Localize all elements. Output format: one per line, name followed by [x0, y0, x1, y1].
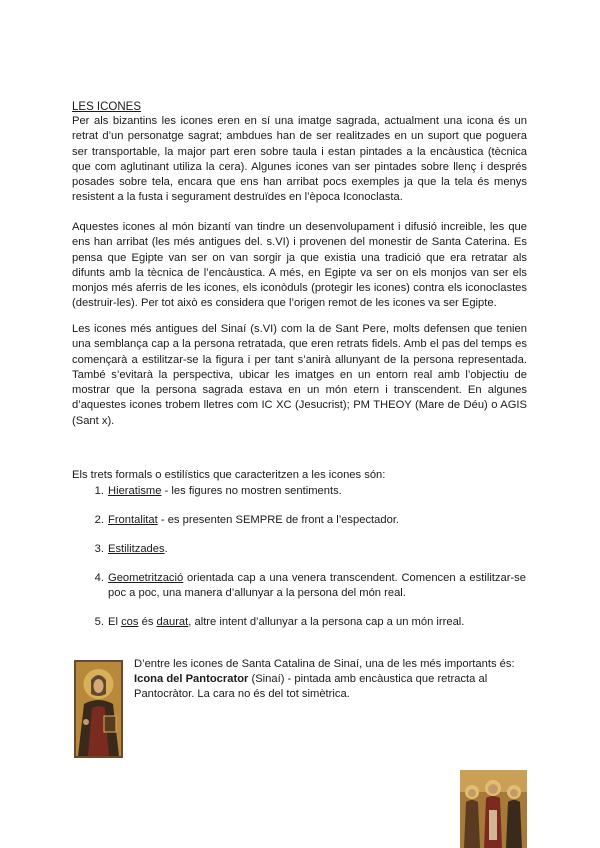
feature-prefix: El: [108, 616, 122, 628]
feature-term: Estilitzades: [108, 543, 165, 555]
feature-term: Frontalitat: [108, 514, 158, 526]
feature-description: - les figures no mostren sentiments.: [161, 485, 342, 497]
list-number: 5.: [94, 616, 104, 628]
list-number: 3.: [94, 543, 104, 555]
feature-description: - es presenten SEMPRE de front a l’espectador.: [157, 514, 400, 526]
list-number: 1.: [94, 485, 104, 497]
feature-term: Hieratisme: [108, 485, 162, 497]
icon-name: Icona del Pantocrator: [134, 673, 249, 685]
feature-description: , altre intent d’allunyar a la persona cap a un món irreal.: [188, 616, 465, 628]
page-title: LES ICONES: [72, 101, 142, 113]
note-intro: D’entre les icones de Santa Catalina de Sinaí, una de les més importants és:: [134, 658, 515, 670]
paragraph-1: Per als bizantins les icones eren en sí una imatge sagrada, actualment una icona és un retrat d’un personatge sagrat; ambdues han de ser realitzades en un suport que poguera ser transportable, la major part eren sobre taula i estan pintades a la encàustica (tècnica que com aglutinant utiliza la cera). Algunes icones van ser pintades sobre llenç i després posades sobre tela, encara que ens han arribat pocs exemples ja que la tela és menys resistent a la fusta i segurament destruïdes en l’època Iconoclasta.: [72, 115, 527, 204]
paragraph-3: Les icones més antigues del Sinaí (s.VI) com la de Sant Pere, molts defensen que tenien una semblança cap a la persona retratada, que eren retrats fidels. Amb el pas del temps es començarà a estilitzar-se la figura i per tant s’anirà allunyant de la persona representada. També s’evitarà la perspectiva, ubicar les imatges en un entorn real amb l’objectiu de mostrar que la persona sagrada estava en un món etern i transcendent. En algunes d’aquestes icones trobem lletres com IC XC (Jesucrist); PM THEOY (Mare de Déu) o AGIS (Sant x).: [72, 323, 527, 427]
feature-description: .: [164, 543, 168, 555]
icon-description: (Sinaí) - pintada amb encàustica que retracta al Pantocràtor. La cara no és del tot simètrica.: [134, 673, 488, 700]
feature-connector: és: [138, 616, 157, 628]
feature-term-2: daurat: [156, 616, 189, 628]
pantocrator-icon-image: [74, 660, 123, 758]
paragraph-2: Aquestes icones al món bizantí van tindre un desenvolupament i difusió increible, les que ens han arribat (les més antigues del. s.VI) i provenen del monestir de Santa Caterina. Es pensa que Egipte van ser on van sorgir ja que existia una tradició que era retratar als difunts amb la tècnica de l’encàustica. A més, en Egipte va ser on els monjos van ser els monjos més aferris de les icones, els iconòduls (protegir les icones) contra els iconoclastes (destruir-les). Per tot això es considera que l’origen remot de les icones va ser Egipte.: [72, 221, 527, 310]
feature-term: cos: [121, 616, 139, 628]
features-intro: Els trets formals o estilístics que caracteritzen a les icones són:: [72, 469, 386, 481]
list-number: 4.: [94, 572, 104, 584]
mosaic-image: [460, 770, 527, 848]
feature-term: Geometrització: [108, 572, 184, 584]
pantocrator-note: [134, 657, 527, 702]
list-number: 2.: [94, 514, 104, 526]
feature-description: orientada cap a una venera transcendent. Comencen a estilitzar-se poc a poc, una manera d’allunyar a la persona del món real.: [108, 572, 526, 599]
